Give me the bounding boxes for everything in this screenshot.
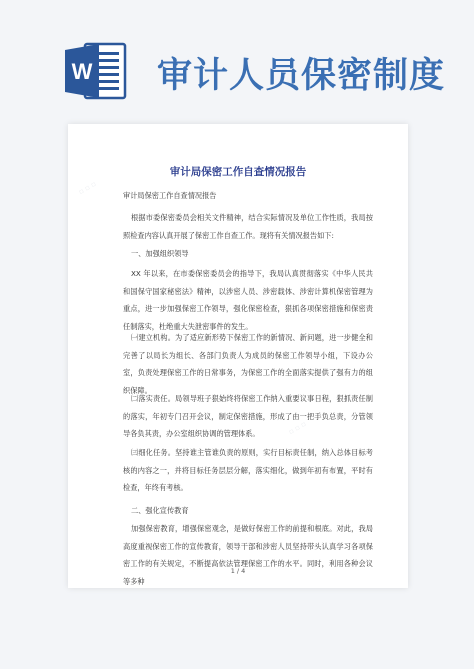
document-paragraph: XX 年以来，在市委保密委员会的指导下，我局认真贯彻落实《中华人民共和国保守国家秘密法》精神，以涉密人员、涉密载体、涉密计算机保密管理为重点，进一步加强保密工作领导，强化保密检查，狠抓各项保密措施和保密责任制落实，杜绝重大失泄密事件的发生。 bbox=[123, 269, 373, 331]
watermark-mark: ▫ ▫ ▫ bbox=[287, 419, 308, 437]
banner-title: 审计人员保密制度 bbox=[157, 55, 446, 96]
section-heading: 一、加强组织领导 bbox=[131, 249, 189, 258]
document-paragraph: ㈡落实责任。局领导班子狠始终将保密工作纳入重要议事日程，狠抓责任制的落实，年初专门召开会议，制定保密措施，形成了由一把手负总责，分管领导各负其责，办公室组织协调的管理体系。 bbox=[123, 394, 373, 438]
document-title: 审计局保密工作自查情况报告 bbox=[169, 166, 307, 178]
page-number: 1 / 4 bbox=[230, 567, 246, 575]
watermark-mark: ▫ ▫ ▫ bbox=[77, 179, 98, 197]
word-icon-letter: W bbox=[71, 59, 93, 84]
word-document-icon bbox=[63, 38, 129, 104]
section-heading: 二、强化宣传教育 bbox=[131, 506, 189, 515]
document-subtitle: 审计局保密工作自查情况报告 bbox=[123, 191, 217, 200]
banner-header bbox=[0, 0, 474, 118]
document-paragraph: 根据市委保密委员会相关文件精神，结合实际情况及单位工作性质，我局按照检查内容认真开展了保密工作自查工作。现将有关情况报告如下: bbox=[123, 213, 373, 240]
document-page bbox=[68, 124, 408, 588]
document-paragraph: ㈢细化任务。坚持谁主管谁负责的原则，实行目标责任制，纳入总体目标考核的内容之一，并将目标任务层层分解，落实细化，做到年初有布置，平时有检查，年终有考核。 bbox=[123, 448, 373, 492]
document-paragraph: 加强保密教育，增强保密观念，是做好保密工作的前提和根底。对此，我局高度重视保密工作的宣传教育，领导干部和涉密人员坚持带头认真学习各项保密工作的有关规定，不断提高依法管理保密工作的水平。同时，利用各种会议等多种 bbox=[123, 524, 373, 586]
document-paragraph: ㈠建立机构。为了适应新形势下保密工作的新情况、新问题，进一步健全和完善了以局长为组长、各部门负责人为成员的保密工作领导小组，下设办公室，负责处理保密工作的日常事务，为保密工作的全面落实提供了强有力的组织保障。 bbox=[123, 333, 373, 395]
